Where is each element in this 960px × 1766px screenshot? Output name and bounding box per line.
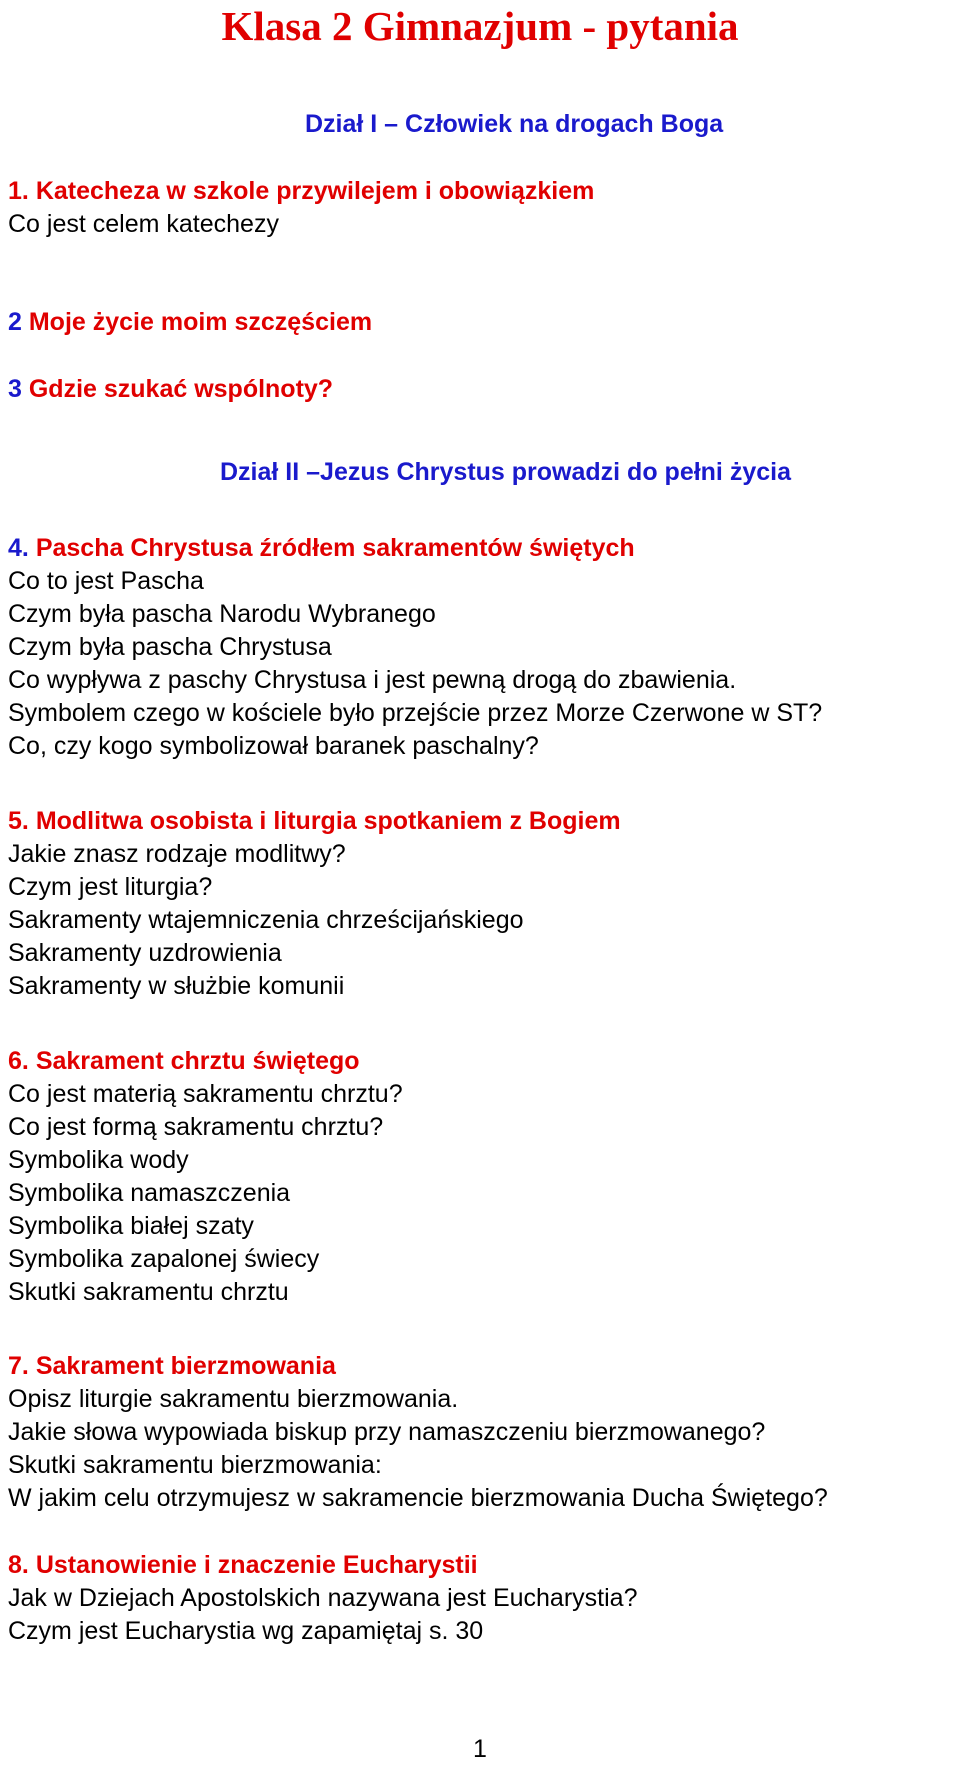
topic-title	[8, 1549, 637, 1582]
topic-8	[8, 1549, 637, 1648]
topic-1	[8, 175, 594, 241]
question: Sakramenty uzdrowienia	[8, 939, 282, 967]
question: Czym jest liturgia?	[8, 873, 213, 901]
question: Symbolika namaszczenia	[8, 1179, 291, 1207]
question: Opisz liturgie sakramentu bierzmowania.	[8, 1385, 459, 1413]
question: Czym była pascha Narodu Wybranego	[8, 600, 436, 628]
question: Jakie znasz rodzaje modlitwy?	[8, 840, 346, 868]
topic-title-text: Gdzie szukać wspólnoty?	[28, 375, 334, 403]
topic-5	[8, 805, 621, 1003]
topic-number: 4.	[8, 534, 29, 562]
topic-title	[8, 306, 372, 339]
page-title: Klasa 2 Gimnazjum - pytania	[221, 3, 739, 49]
question: Co jest materią sakramentu chrztu?	[8, 1080, 403, 1108]
topic-2	[8, 306, 372, 339]
question: Sakramenty wtajemniczenia chrześcijańskiego	[8, 906, 524, 934]
topic-6	[8, 1045, 403, 1309]
question: Co to jest Pascha	[8, 567, 204, 595]
page-number: 1	[473, 1735, 487, 1763]
topic-number: 3	[8, 375, 22, 403]
question: Czym była pascha Chrystusa	[8, 633, 332, 661]
topic-title	[8, 1045, 403, 1078]
topic-number: 2	[8, 308, 22, 336]
question: Jak w Dziejach Apostolskich nazywana jest Eucharystia?	[8, 1584, 638, 1612]
question: Symbolem czego w kościele było przejście przez Morze Czerwone w ST?	[8, 699, 823, 727]
section-heading-2: Dział II –Jezus Chrystus prowadzi do pełni życia	[220, 458, 791, 486]
topic-3	[8, 373, 333, 406]
topic-title	[8, 175, 594, 208]
section-heading-1: Dział I – Człowiek na drogach Boga	[305, 110, 724, 138]
question: Symbolika wody	[8, 1146, 189, 1174]
question: Co wypływa z paschy Chrystusa i jest pewną drogą do zbawienia.	[8, 666, 737, 694]
topic-number: 8.	[8, 1551, 29, 1579]
topic-title-text: Sakrament chrztu świętego	[35, 1047, 360, 1075]
question: Symbolika zapalonej świecy	[8, 1245, 320, 1273]
topic-title	[8, 532, 822, 565]
question: Symbolika białej szaty	[8, 1212, 254, 1240]
topic-number: 5.	[8, 807, 29, 835]
question: Jakie słowa wypowiada biskup przy namaszczeniu bierzmowanego?	[8, 1418, 766, 1446]
topic-number: 6.	[8, 1047, 29, 1075]
question: W jakim celu otrzymujesz w sakramencie bierzmowania Ducha Świętego?	[8, 1484, 828, 1512]
question: Co jest celem katechezy	[8, 210, 279, 238]
topic-title	[8, 805, 621, 838]
topic-title	[8, 373, 333, 406]
question: Sakramenty w służbie komunii	[8, 972, 345, 1000]
topic-title-text: Sakrament bierzmowania	[35, 1352, 336, 1380]
topic-4	[8, 532, 822, 763]
topic-title	[8, 1350, 828, 1383]
question: Skutki sakramentu bierzmowania:	[8, 1451, 382, 1479]
topic-title-text: Modlitwa osobista i liturgia spotkaniem z Bogiem	[35, 807, 621, 835]
question: Co, czy kogo symbolizował baranek paschalny?	[8, 732, 539, 760]
topic-number: 7.	[8, 1352, 29, 1380]
question: Co jest formą sakramentu chrztu?	[8, 1113, 384, 1141]
topic-title-text: Moje życie moim szczęściem	[28, 308, 373, 336]
question: Skutki sakramentu chrztu	[8, 1278, 289, 1306]
topic-title-text: Pascha Chrystusa źródłem sakramentów świętych	[35, 534, 635, 562]
topic-7	[8, 1350, 828, 1515]
topic-number: 1.	[8, 177, 29, 205]
question: Czym jest Eucharystia wg zapamiętaj s. 30	[8, 1617, 484, 1645]
topic-title-text: Katecheza w szkole przywilejem i obowiązkiem	[35, 177, 595, 205]
topic-title-text: Ustanowienie i znaczenie Eucharystii	[35, 1551, 478, 1579]
